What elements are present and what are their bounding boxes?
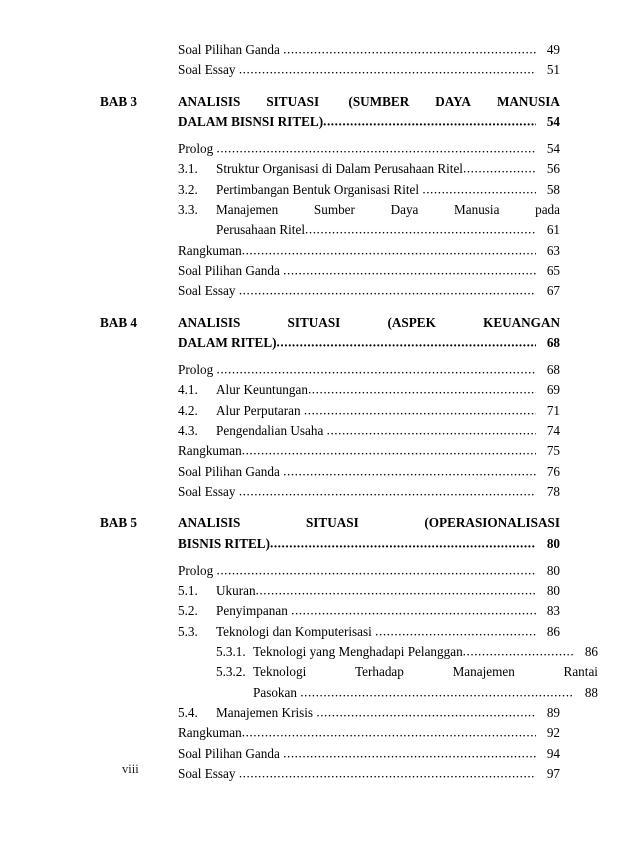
chapter-heading-cont — [100, 112, 560, 132]
dot-leader — [216, 360, 536, 380]
toc-entry-title: Perusahaan Ritel — [216, 222, 305, 238]
toc-entry-body — [178, 441, 560, 461]
toc-entry-number: 4.3. — [178, 423, 198, 439]
toc-entry-body — [178, 60, 560, 80]
toc-entry-title: Soal Essay — [178, 765, 239, 781]
toc-entry-line — [216, 180, 560, 200]
dot-leader — [291, 601, 536, 621]
toc-entry-numbered — [178, 159, 560, 179]
toc-entry — [100, 40, 560, 60]
chapter-heading-title: ANALISIS SITUASI (OPERASIONALISASI — [178, 515, 560, 531]
toc-entry-body — [178, 642, 598, 662]
toc-entry-number: 4.2. — [178, 402, 198, 418]
dot-leader — [239, 60, 536, 80]
dot-leader — [283, 260, 536, 280]
chapter-heading-cont-body — [178, 112, 560, 132]
chapter-heading-cont-title: DALAM RITEL) — [178, 334, 277, 350]
toc-entry-title: Soal Essay — [178, 283, 239, 299]
toc-entry-number: 4.1. — [178, 382, 198, 398]
toc-entry-body — [178, 703, 560, 723]
toc-entry-text — [216, 200, 560, 241]
toc-entry-body — [178, 360, 560, 380]
toc-entry-page-number: 80 — [546, 583, 560, 599]
toc-entry-body — [178, 281, 560, 301]
toc-entry-number: 5.1. — [178, 583, 198, 599]
toc-entry-page-number: 54 — [546, 141, 560, 157]
dot-leader — [239, 481, 536, 501]
chapter-heading-cont-title: BISNIS RITEL) — [178, 535, 270, 551]
dot-leader — [463, 642, 574, 662]
toc-entry — [100, 380, 560, 400]
toc-entry-line — [216, 622, 560, 642]
chapter-heading-title: ANALISIS SITUASI (ASPEK KEUANGAN — [178, 314, 560, 330]
toc-entry-wrap-line — [216, 200, 560, 220]
toc-entry-body — [178, 561, 560, 581]
toc-entry-line — [178, 261, 560, 281]
toc-entry-title: Soal Essay — [178, 62, 239, 78]
toc-entry-page-number: 63 — [546, 242, 560, 258]
toc-entry-text — [253, 642, 598, 662]
toc-entry-numbered — [178, 380, 560, 400]
chapter-label: BAB 3 — [100, 93, 138, 109]
toc-entry-text — [216, 703, 560, 723]
dot-leader — [277, 332, 536, 352]
chapter-heading-cont-body — [178, 534, 560, 554]
toc-entry-title: Prolog — [178, 141, 217, 157]
toc-entry-numbered — [178, 200, 560, 241]
chapter-heading-title: ANALISIS SITUASI (SUMBER DAYA MANUSIA — [178, 93, 560, 109]
toc-entry — [100, 561, 560, 581]
chapter-heading-cont-line — [178, 112, 560, 132]
chapter-heading-line — [178, 513, 560, 533]
toc-entry-line — [178, 441, 560, 461]
dot-leader — [422, 179, 536, 199]
toc-entry-line — [178, 139, 560, 159]
toc-entry — [100, 764, 560, 784]
toc-entry-body — [178, 622, 560, 642]
toc-entry-title: Soal Pilihan Ganda — [178, 745, 284, 761]
toc-entry-numbered — [178, 703, 560, 723]
toc-entry-page-number: 92 — [546, 725, 560, 741]
toc-entry — [100, 601, 560, 621]
toc-entry-body — [178, 40, 560, 60]
toc-entry-title: Prolog — [178, 562, 217, 578]
toc-entry-title: Alur Perputaran — [216, 402, 304, 418]
toc-entry-title: Alur Keuntungan — [216, 382, 308, 398]
toc-entry-numbered — [178, 180, 560, 200]
chapter-heading-cont — [100, 333, 560, 353]
toc-entry-number: 3.2. — [178, 181, 198, 197]
toc-entry-body — [178, 261, 560, 281]
toc-entry-page-number: 58 — [546, 181, 560, 197]
toc-entry-line — [216, 401, 560, 421]
toc-entry-body — [178, 744, 560, 764]
toc-entry-body — [178, 241, 560, 261]
toc-entry-title: Prolog — [178, 362, 217, 378]
toc-entry-body — [178, 723, 560, 743]
toc-entry-line — [178, 462, 560, 482]
table-of-contents — [100, 40, 598, 784]
toc-entry-title: Pertimbangan Bentuk Organisasi Ritel — [216, 181, 423, 197]
toc-entry-body — [178, 159, 560, 179]
dot-leader — [283, 743, 536, 763]
toc-entry-page-number: 49 — [546, 42, 560, 57]
toc-entry-title: Manajemen Krisis — [216, 704, 317, 720]
toc-entry-page-number: 89 — [546, 704, 560, 720]
toc-entry-body — [178, 581, 560, 601]
toc-entry-text — [216, 401, 560, 421]
dot-leader — [216, 560, 536, 580]
toc-entry-title: Teknologi yang Menghadapi Pelanggan — [253, 644, 463, 660]
toc-entry-page-number: 69 — [546, 382, 560, 398]
toc-entry-line — [216, 220, 560, 240]
toc-entry-title: Soal Pilihan Ganda — [178, 262, 284, 278]
toc-entry-title: Teknologi dan Komputerisasi — [216, 623, 376, 639]
toc-entry-page-number: 51 — [546, 62, 560, 78]
dot-leader — [242, 723, 536, 743]
toc-entry-line — [216, 380, 560, 400]
toc-entry-number: 3.3. — [178, 202, 198, 218]
toc-entry — [100, 744, 560, 764]
toc-entry-wrap-title: Teknologi Terhadap Manajemen Rantai — [253, 664, 598, 680]
toc-entry-page-number: 83 — [546, 603, 560, 619]
dot-leader — [270, 533, 536, 553]
toc-entry-title: Rangkuman — [178, 725, 242, 741]
dot-leader — [256, 581, 536, 601]
toc-entry-line — [216, 703, 560, 723]
toc-entry-numbered — [178, 662, 598, 703]
toc-entry — [100, 723, 560, 743]
toc-entry-text — [216, 380, 560, 400]
toc-entry-title: Soal Pilihan Ganda — [178, 463, 284, 479]
dot-leader — [239, 281, 536, 301]
toc-entry — [100, 482, 560, 502]
toc-entry-page-number: 74 — [546, 423, 560, 439]
chapter-heading-cont-body — [178, 333, 560, 353]
toc-entry-line — [178, 561, 560, 581]
toc-entry-wrap-title: Manajemen Sumber Daya Manusia pada — [216, 202, 560, 218]
toc-entry-numbered — [178, 421, 560, 441]
toc-entry-number: 5.3.1. — [216, 644, 246, 660]
chapter-heading-line — [178, 313, 560, 333]
toc-entry-page-number: 56 — [546, 161, 560, 177]
dot-leader — [300, 682, 574, 702]
toc-entry — [100, 200, 560, 241]
toc-entry-title: Soal Pilihan Ganda — [178, 42, 284, 57]
toc-entry — [100, 281, 560, 301]
toc-entry-line — [178, 281, 560, 301]
dot-leader — [242, 240, 536, 260]
toc-entry-number: 3.1. — [178, 161, 198, 177]
dot-leader — [316, 702, 536, 722]
toc-entry-line — [216, 601, 560, 621]
toc-entry-line — [178, 360, 560, 380]
dot-leader — [305, 220, 536, 240]
toc-entry-page-number: 71 — [546, 402, 560, 418]
toc-entry-page-number: 61 — [546, 222, 560, 238]
chapter-heading-cont-page-number: 80 — [546, 535, 560, 551]
toc-entry-line — [178, 40, 560, 60]
toc-entry — [100, 360, 560, 380]
toc-entry-page-number: 78 — [546, 483, 560, 499]
toc-entry — [100, 180, 560, 200]
chapter-heading-cont-title: DALAM BISNSI RITEL) — [178, 113, 324, 129]
toc-entry-line — [216, 159, 560, 179]
toc-entry — [100, 159, 560, 179]
toc-entry-page-number: 94 — [546, 745, 560, 761]
toc-entry-number: 5.2. — [178, 603, 198, 619]
toc-entry-line — [216, 421, 560, 441]
toc-entry — [100, 241, 560, 261]
toc-entry — [100, 441, 560, 461]
dot-leader — [242, 441, 536, 461]
toc-entry-line — [253, 683, 598, 703]
toc-entry-line — [216, 581, 560, 601]
dot-leader — [304, 400, 536, 420]
chapter-label: BAB 4 — [100, 314, 138, 330]
toc-entry — [100, 703, 560, 723]
toc-entry — [100, 60, 560, 80]
toc-entry — [100, 139, 560, 159]
toc-entry-page-number: 80 — [546, 562, 560, 578]
toc-entry-wrap-line — [253, 662, 598, 682]
toc-entry-page-number: 76 — [546, 463, 560, 479]
dot-leader — [283, 461, 536, 481]
dot-leader — [327, 421, 536, 441]
toc-entry-text — [216, 581, 560, 601]
toc-entry — [100, 662, 598, 703]
toc-entry-body — [178, 662, 598, 703]
toc-entry-numbered — [178, 601, 560, 621]
toc-entry-title: Rangkuman — [178, 443, 242, 459]
toc-entry-body — [178, 401, 560, 421]
toc-entry-body — [178, 601, 560, 621]
toc-entry-line — [178, 241, 560, 261]
toc-entry-title: Struktur Organisasi di Dalam Perusahaan Ritel — [216, 161, 463, 177]
toc-entry-page-number: 97 — [546, 765, 560, 781]
toc-entry-text — [216, 159, 560, 179]
chapter-heading-cont-page-number: 54 — [546, 113, 560, 129]
dot-leader — [323, 111, 536, 131]
dot-leader — [283, 40, 536, 60]
toc-entry — [100, 401, 560, 421]
chapter-heading — [100, 92, 560, 112]
toc-entry-numbered — [178, 622, 560, 642]
toc-entry-body — [178, 380, 560, 400]
toc-entry-body — [178, 482, 560, 502]
page-folio: viii — [122, 762, 139, 776]
toc-entry-number: 5.4. — [178, 704, 198, 720]
toc-entry-numbered — [178, 581, 560, 601]
chapter-heading-body — [178, 513, 560, 533]
toc-entry — [100, 462, 560, 482]
chapter-heading-cont-line — [178, 534, 560, 554]
toc-entry-number: 5.3. — [178, 623, 198, 639]
dot-leader — [375, 621, 536, 641]
toc-entry-title: Penyimpanan — [216, 603, 292, 619]
chapter-label: BAB 5 — [100, 515, 138, 531]
toc-entry-numbered — [178, 642, 598, 662]
chapter-heading-cont-line — [178, 333, 560, 353]
chapter-heading-cont — [100, 534, 560, 554]
spacer — [100, 302, 560, 313]
toc-entry-page-number: 67 — [546, 283, 560, 299]
toc-entry — [100, 642, 598, 662]
toc-entry-body — [178, 462, 560, 482]
toc-entry — [100, 622, 560, 642]
toc-entry-title: Rangkuman — [178, 242, 242, 258]
dot-leader — [463, 159, 536, 179]
toc-entry-body — [178, 139, 560, 159]
toc-entry-title: Ukuran — [216, 583, 256, 599]
toc-entry-line — [178, 60, 560, 80]
toc-entry-numbered — [178, 401, 560, 421]
toc-entry-text — [253, 662, 598, 703]
toc-entry-number: 5.3.2. — [216, 664, 246, 680]
toc-entry-page-number: 86 — [546, 623, 560, 639]
chapter-heading-cont-page-number: 68 — [546, 334, 560, 350]
toc-entry-text — [216, 622, 560, 642]
toc-entry-body — [178, 764, 560, 784]
dot-leader — [239, 763, 536, 783]
toc-entry-line — [253, 642, 598, 662]
toc-entry-body — [178, 200, 560, 241]
chapter-heading-body — [178, 313, 560, 333]
toc-entry-page-number: 65 — [546, 262, 560, 278]
dot-leader — [308, 380, 536, 400]
chapter-heading-line — [178, 92, 560, 112]
toc-entry — [100, 421, 560, 441]
toc-entry-line — [178, 482, 560, 502]
toc-entry-page-number: 88 — [584, 684, 598, 700]
chapter-heading-body — [178, 92, 560, 112]
toc-entry-title: Soal Essay — [178, 483, 239, 499]
toc-entry-line — [178, 744, 560, 764]
chapter-heading — [100, 513, 560, 533]
dot-leader — [216, 139, 536, 159]
toc-entry — [100, 581, 560, 601]
toc-entry-title: Pengendalian Usaha — [216, 423, 327, 439]
toc-entry — [100, 261, 560, 281]
spacer — [100, 81, 560, 92]
toc-entry-page-number: 86 — [584, 644, 598, 660]
toc-entry-body — [178, 421, 560, 441]
toc-entry-line — [178, 723, 560, 743]
toc-entry-text — [216, 601, 560, 621]
toc-entry-text — [216, 421, 560, 441]
toc-entry-line — [178, 764, 560, 784]
toc-entry-page-number: 75 — [546, 443, 560, 459]
toc-entry-page-number: 68 — [546, 362, 560, 378]
toc-entry-text — [216, 180, 560, 200]
toc-entry-body — [178, 180, 560, 200]
spacer — [100, 502, 560, 513]
toc-entry-title: Pasokan — [253, 684, 301, 700]
chapter-heading — [100, 313, 560, 333]
